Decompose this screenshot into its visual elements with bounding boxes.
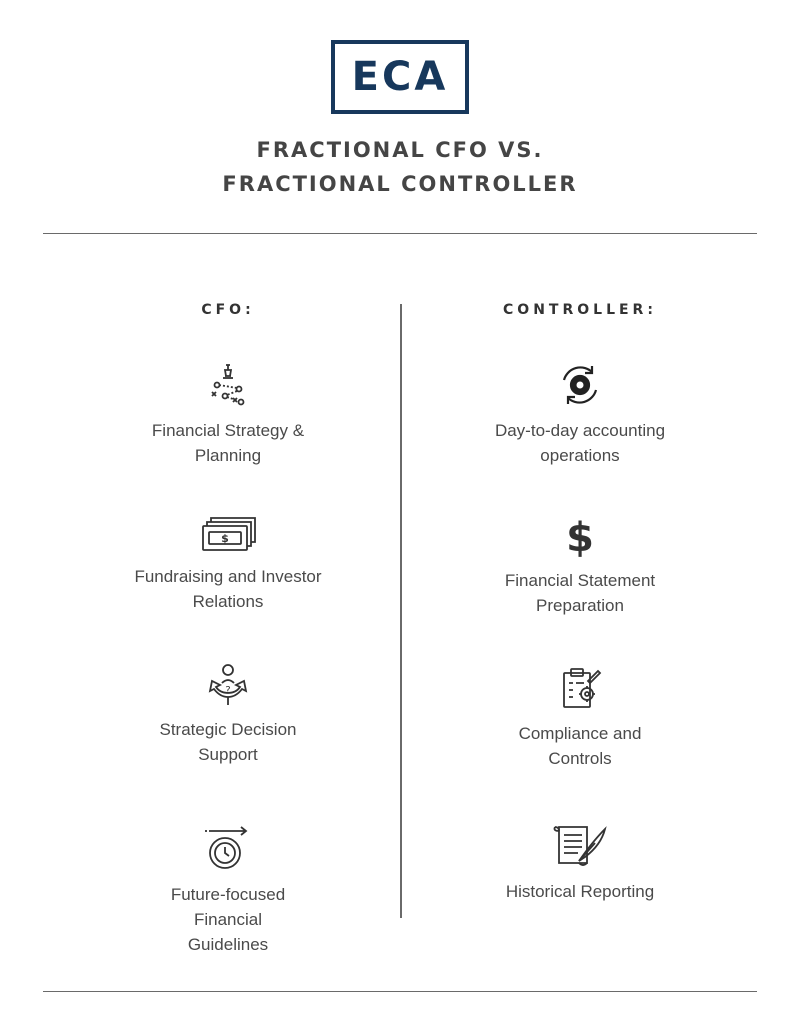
- svg-text:$: $: [566, 515, 594, 558]
- cfo-heading: CFO:: [201, 302, 255, 318]
- dollar-icon: [560, 514, 600, 558]
- decision-arrows-icon: [202, 663, 254, 707]
- bottom-divider: [43, 991, 757, 992]
- controller-item-label: Historical Reporting: [505, 882, 655, 901]
- controller-item-operations: [430, 362, 730, 468]
- controller-item-label: Day-to-day accounting operations: [494, 421, 666, 465]
- eca-logo: [331, 40, 469, 114]
- svg-text:?: ?: [225, 685, 231, 696]
- cfo-item-label: Future-focused Financial Guidelines: [170, 885, 286, 954]
- clipboard-gear-icon: [558, 667, 602, 711]
- cash-stack-icon: [199, 514, 257, 554]
- strategy-chess-icon: [203, 358, 253, 408]
- column-divider: [400, 304, 402, 918]
- page-title-line-1: FRACTIONAL CFO VS.: [256, 138, 544, 162]
- controller-item-compliance: [430, 667, 730, 771]
- scroll-quill-icon: [551, 823, 609, 869]
- clock-arrow-icon: [203, 826, 253, 872]
- controller-item-historical: [430, 823, 730, 904]
- controller-item-label: Financial Statement Preparation: [504, 571, 656, 615]
- cfo-item-label: Financial Strategy & Planning: [151, 421, 305, 465]
- controller-heading: CONTROLLER:: [503, 302, 657, 318]
- controller-item-label: Compliance and Controls: [518, 724, 642, 768]
- page-title-line-2: FRACTIONAL CONTROLLER: [222, 172, 578, 196]
- top-divider: [43, 233, 757, 234]
- cfo-item-label: Fundraising and Investor Relations: [134, 567, 322, 611]
- svg-text:$: $: [221, 532, 229, 545]
- logo-text: ECA: [351, 54, 449, 100]
- cfo-item-fundraising: [78, 514, 378, 614]
- cfo-item-label: Strategic Decision Support: [159, 720, 297, 764]
- gear-cycle-icon: [557, 362, 603, 408]
- cfo-item-strategy: [78, 358, 378, 468]
- controller-item-statements: [430, 514, 730, 618]
- cfo-item-decision: [78, 663, 378, 767]
- cfo-item-future: [78, 826, 378, 957]
